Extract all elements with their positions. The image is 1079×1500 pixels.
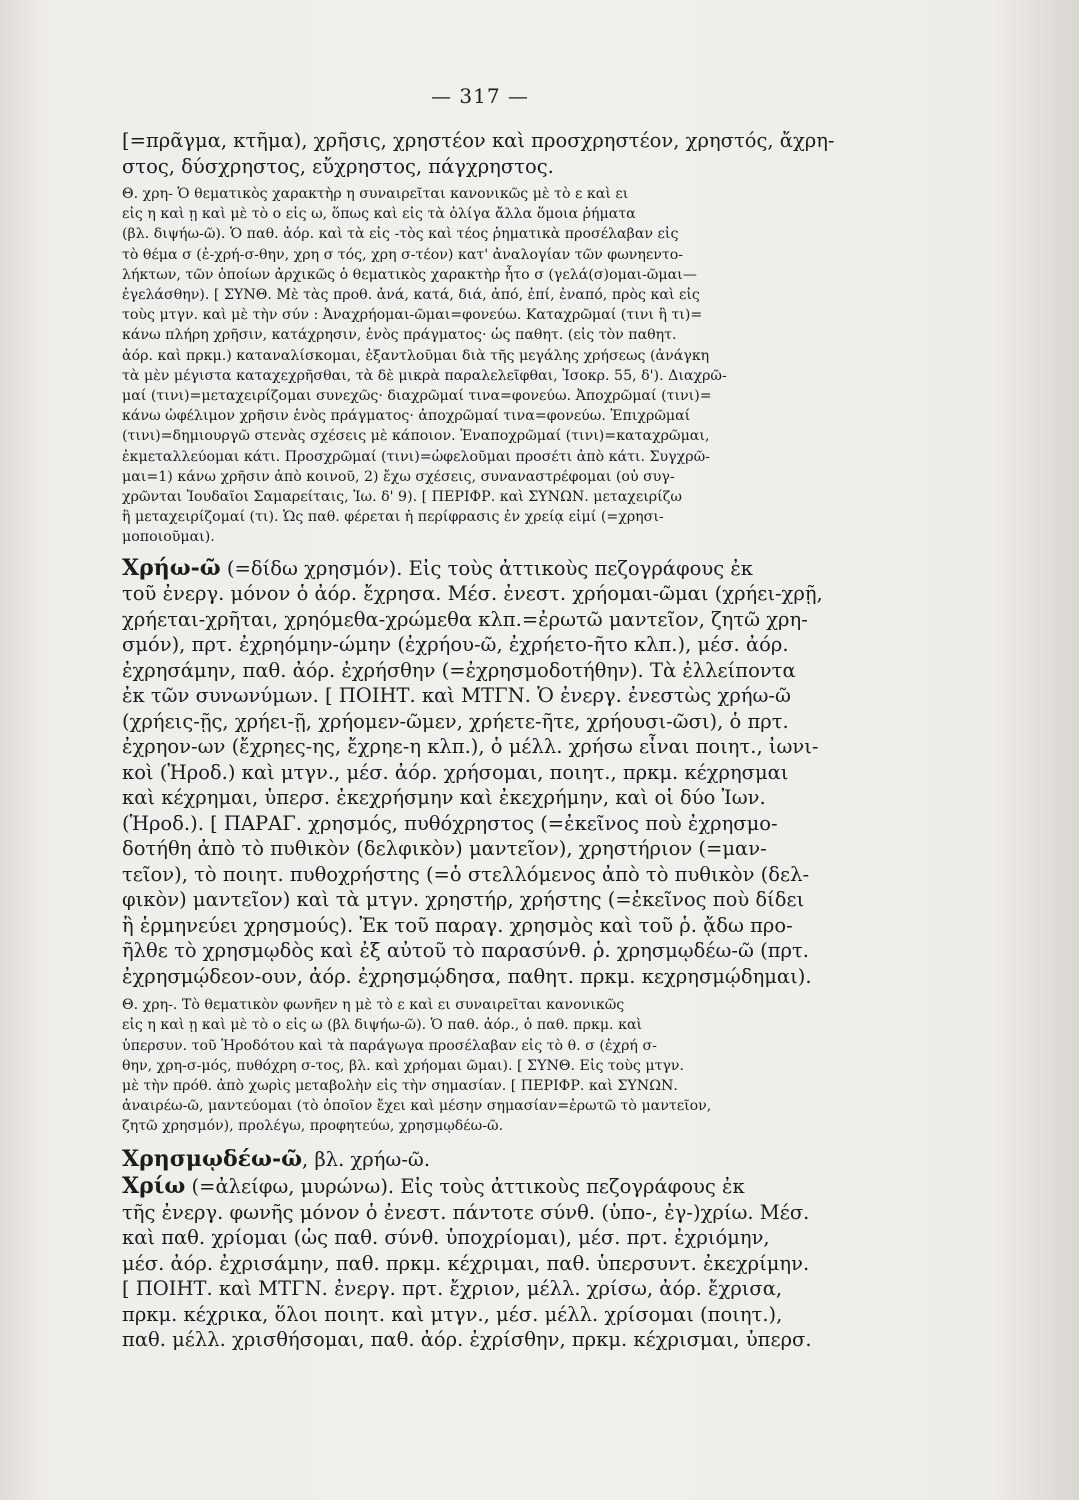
text-line: κοὶ (Ἡροδ.) καὶ μτγν., μέσ. ἀόρ. χρήσομαι, ποιητ., πρκμ. κέχρησμαι [122, 760, 789, 784]
text-line: (χρήεις-ῇς, χρήει-ῇ, χρήομεν-ῶμεν, χρήετε-ῆτε, χρήουσι-ῶσι), ὁ πρτ. [122, 709, 789, 733]
text-line: [ ΠΟΙΗΤ. καὶ ΜΤΓΝ. ἐνεργ. πρτ. ἔχριον, μέλλ. χρίσω, ἀόρ. ἔχρισα, [122, 1277, 783, 1301]
text-line: ἐχρησμῴδεον-ουν, ἀόρ. ἐχρησμῴδησα, παθητ. πρκμ. κεχρησμῴδημαι). [122, 964, 812, 988]
headword: Χρησμῳδέω-ῶ [122, 1145, 303, 1172]
note-line: κάνω ὠφέλιμον χρῆσιν ἑνὸς πράγματος· ἀποχρῶμαί τινα=φονεύω. Ἐπιχρῶμαί [122, 408, 691, 425]
text-line: δοτήθη ἀπὸ τὸ πυθικὸν (δελφικὸν) μαντεῖον), χρηστήριον (=μαν- [122, 837, 767, 861]
text-line: τῆς ἐνεργ. φωνῆς μόνον ὁ ἐνεστ. πάντοτε σύνθ. (ὑπο-, ἐγ-)χρίω. Μέσ. [122, 1200, 810, 1224]
headword: Χρήω-ῶ [122, 554, 221, 581]
text-line: τοῦ ἐνεργ. μόνον ὁ ἀόρ. ἔχρησα. Μέσ. ἐνεστ. χρήομαι-ῶμαι (χρήει-χρῇ, [122, 582, 823, 606]
note-line: μαι=1) κάνω χρῆσιν ἀπὸ κοινοῦ, 2) ἔχω σχέσεις, συναναστρέφομαι (οὐ συγ- [122, 468, 675, 485]
text-line: μέσ. ἀόρ. ἐχρισάμην, παθ. πρκμ. κέχριμαι, παθ. ὑπερσυντ. ἐκεχρίμην. [122, 1251, 810, 1275]
text-line: (Ἡροδ.). [ ΠΑΡΑΓ. χρησμός, πυθόχρηστος (=ἐκεῖνος ποὺ ἐχρησμο- [122, 811, 778, 835]
text-line: τεῖον), τὸ ποιητ. πυθοχρήστης (=ὁ στελλόμενος ἀπὸ τὸ πυθικὸν (δελ- [122, 862, 810, 886]
note-line: τὸ θέμα σ (ἐ-χρή-σ-θην, χρη σ τός, χρη σ-τέον) κατ' ἀναλογίαν τῶν φωνηεντο- [122, 246, 684, 263]
text-line: ἐχρησάμην, παθ. ἀόρ. ἐχρήσθην (=ἐχρησμοδοτήθην). Τὰ ἐλλείποντα [122, 658, 796, 682]
text-line: ἐκ τῶν συνωνύμων. [ ΠΟΙΗΤ. καὶ ΜΤΓΝ. Ὁ ἐνεργ. ἐνεστὼς χρήω-ῶ [122, 684, 791, 708]
text-line: [=πρᾶγμα, κτῆμα), χρῆσις, χρηστέον καὶ προσχρηστέον, χρηστός, ἄχρη- [122, 129, 835, 152]
text-line: ἢ ἑρμηνεύει χρησμούς). Ἐκ τοῦ παραγ. χρησμὸς καὶ τοῦ ῥ. ᾄδω προ- [122, 913, 793, 937]
note-line: θην, χρη-σ-μός, πυθόχρη σ-τος, βλ. καὶ χρήομαι ῶμαι). [ ΣΥΝΘ. Εἰς τοὺς μτγν. [122, 1057, 685, 1074]
entry-first-line [122, 1147, 922, 1173]
page-number: — 317 — [431, 84, 529, 108]
text-line: στος, δύσχρηστος, εὔχρηστος, πάγχρηστος. [122, 154, 554, 178]
note-line: κάνω πλήρη χρῆσιν, κατάχρησιν, ἑνὸς πράγματος· ὡς παθητ. (εἰς τὸν παθητ. [122, 327, 677, 344]
intro-paragraph [122, 128, 922, 179]
entry-text: (=δίδω χρησμόν). Εἰς τοὺς ἀττικοὺς πεζογράφους ἐκ [220, 556, 753, 580]
text-line: χρήεται-χρῆται, χρηόμεθα-χρώμεθα κλπ.=ἐρωτῶ μαντεῖον, ζητῶ χρη- [122, 607, 808, 631]
text-line: ῆλθε τὸ χρησμῳδὸς καὶ ἐξ αὐτοῦ τὸ παρασύνθ. ῥ. χρησμῳδέω-ῶ (πρτ. [122, 939, 809, 963]
text-line: παθ. μέλλ. χρισθήσομαι, παθ. ἀόρ. ἐχρίσθην, πρκμ. κέχρισμαι, ὑπερσ. [122, 1328, 812, 1352]
note-line: ἀόρ. καὶ πρκμ.) καταναλίσκομαι, ἐξαντλοῦμαι διὰ τῆς μεγάλης χρήσεως (ἀνάγκη [122, 347, 710, 364]
note-line: μοποιοῦμαι). [122, 529, 215, 546]
etymology-note [122, 995, 922, 1136]
etymology-note [122, 184, 922, 548]
note-line: ἐκμεταλλεύομαι κάτι. Προσχρῶμαί (τινι)=ὠφελοῦμαι προσέτι ἀπὸ κάτι. Συγχρῶ- [122, 448, 710, 465]
note-line: ἐγελάσθην). [ ΣΥΝΘ. Μὲ τὰς προθ. ἀνά, κατά, διά, ἀπό, ἐπί, ἐναπό, πρὸς καὶ εἰς [122, 287, 700, 304]
text-line: καὶ παθ. χρίομαι (ὡς παθ. σύνθ. ὑποχρίομαι), μέσ. πρτ. ἐχριόμην, [122, 1226, 770, 1250]
note-line: ἀναιρέω-ῶ, μαντεύομαι (τὸ ὁποῖον ἔχει καὶ μέσην σημασίαν=ἐρωτῶ τὸ μαντεῖον, [122, 1098, 712, 1115]
note-line: εἰς η καὶ ῃ καὶ μὲ τὸ ο εἰς ω, ὅπως καὶ εἰς τὰ ὀλίγα ἄλλα ὅμοια ῥήματα [122, 206, 636, 223]
note-line: εἰς η καὶ ῃ καὶ μὲ τὸ ο εἰς ω (βλ διψήω-ῶ). Ὁ παθ. ἀόρ., ὁ παθ. πρκμ. καὶ [122, 1017, 643, 1034]
note-line: (βλ. διψήω-ῶ). Ὁ παθ. ἀόρ. καὶ τὰ εἰς -τὸς καὶ τέος ῥηματικὰ προσέλαβαν εἰς [122, 226, 679, 243]
page-content [122, 128, 922, 1353]
note-line: ἢ μεταχειρίζομαί (τι). Ὡς παθ. φέρεται ἡ περίφρασις ἐν χρείᾳ εἰμί (=χρησι- [122, 509, 664, 526]
note-line: τὰ μὲν μέγιστα καταχεχρῆσθαι, τὰ δὲ μικρὰ παραλελεῖφθαι, Ἰσοκρ. 55, δ'). Διαχρῶ- [122, 367, 727, 384]
note-line: χρῶνται Ἰουδαῖοι Σαμαρείταις, Ἰω. δ' 9). [ ΠΕΡΙΦΡ. καὶ ΣΥΝΩΝ. μεταχειρίζω [122, 489, 682, 506]
note-line: ζητῶ χρησμόν), προλέγω, προφητεύω, χρησμῳδέω-ῶ. [122, 1118, 504, 1135]
text-line: καὶ κέχρημαι, ὑπερσ. ἐκεχρήσμην καὶ ἐκεχρήμην, καὶ οἱ δύο Ἰων. [122, 786, 766, 810]
entry-text: , βλ. χρήω-ῶ. [302, 1147, 431, 1171]
note-line: (τινι)=δημιουργῶ στενὰς σχέσεις μὲ κάποιον. Ἐναποχρῶμαί (τινι)=καταχρῶμαι, [122, 428, 710, 445]
note-line: ὑπερσυν. τοῦ Ἡροδότου καὶ τὰ παράγωγα προσέλαβαν εἰς τὸ θ. σ (ἐχρή σ- [122, 1037, 657, 1054]
entry-text: (=ἀλείφω, μυρώνω). Εἰς τοὺς ἀττικοὺς πεζογράφους ἐκ [185, 1175, 745, 1199]
entry-first-line [122, 1174, 922, 1200]
text-line: ἐχρηον-ων (ἔχρηες-ης, ἔχρηε-η κλπ.), ὁ μέλλ. χρήσω εἶναι ποιητ., ἰωνι- [122, 735, 819, 759]
entry-chreo [122, 556, 922, 990]
note-line: τοὺς μτγν. καὶ μὲ τὴν σύν : Ἀναχρήομαι-ῶμαι=φονεύω. Καταχρῶμαί (τινι ἢ τι)= [122, 307, 703, 324]
text-line: σμόν), πρτ. ἐχρηόμην-ώμην (ἐχρήου-ῶ, ἐχρήετο-ῆτο κλπ.), μέσ. ἀόρ. [122, 633, 789, 657]
text-line: φικὸν) μαντεῖον) καὶ τὰ μτγν. χρηστήρ, χρήστης (=ἐκεῖνος ποὺ δίδει [122, 888, 805, 912]
headword: Χρίω [122, 1173, 186, 1200]
entry-chresmodeo [122, 1147, 922, 1173]
text-line: πρκμ. κέχρικα, ὅλοι ποιητ. καὶ μτγν., μέσ. μέλλ. χρίσομαι (ποιητ.), [122, 1302, 783, 1326]
note-line: Θ. χρη- Ὁ θεματικὸς χαρακτὴρ η συναιρεῖται κανονικῶς μὲ τὸ ε καὶ ει [122, 186, 629, 202]
note-line: λήκτων, τῶν ὁποίων ἀρχικῶς ὁ θεματικὸς χαρακτὴρ ἦτο σ (γελά(σ)ομαι-ῶμαι— [122, 266, 697, 283]
entry-first-line [122, 556, 922, 582]
note-line: μὲ τὴν πρόθ. ἀπὸ χωρὶς μεταβολὴν εἰς τὴν σημασίαν. [ ΠΕΡΙΦΡ. καὶ ΣΥΝΩΝ. [122, 1077, 678, 1094]
entry-chrio [122, 1174, 922, 1353]
note-line: μαί (τινι)=μεταχειρίζομαι συνεχῶς· διαχρῶμαί τινα=φονεύω. Ἀποχρῶμαί (τινι)= [122, 388, 712, 405]
note-line: Θ. χρη-. Τὸ θεματικὸν φωνῆεν η μὲ τὸ ε καὶ ει συναιρεῖται κανονικῶς [122, 997, 625, 1014]
